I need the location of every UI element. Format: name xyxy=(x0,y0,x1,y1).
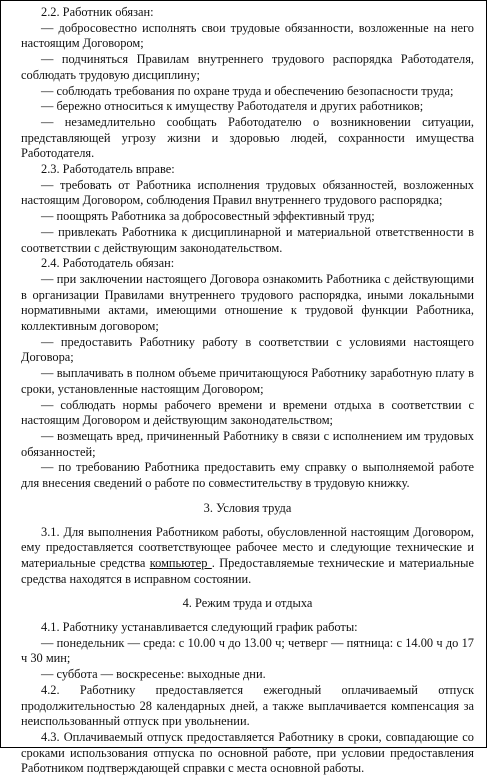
section-3-1-text-after: . Предоставляемые технические и материальные средства находятся в исправном состоянии. xyxy=(21,555,474,586)
section-2-4-item: — по требованию Работника предоставить ему справку о выполняемой работе для внесения сведений о работе по совместительству в трудовую книжку. xyxy=(21,460,474,491)
section-2-4-item: — предоставить Работнику работу в соответствии с условиями настоящего Договора; xyxy=(21,334,474,365)
section-2-3-item: — привлекать Работника к дисциплинарной и материальной ответственности в соответствии с действующим законодательством. xyxy=(21,224,474,255)
section-2-3-item: — требовать от Работника исполнения трудовых обязанностей, возложенных настоящим Договором, соблюдения Правил внутреннего трудового распорядка; xyxy=(21,177,474,208)
section-4-1-item: — суббота — воскресенье: выходные дни. xyxy=(41,667,266,682)
section-2-4-item: — соблюдать нормы рабочего времени и времени отдыха в соответствии с настоящим Договором и действующим законодательством; xyxy=(21,397,474,428)
section-4-3-paragraph: 4.3. Оплачиваемый отпуск предоставляется Работнику в сроки, совпадающие со сроками использования отпуска по основной работе, при условии предоставления Работником подтверждающей справки с места основной работы. xyxy=(21,729,474,776)
section-2-2-item: — соблюдать требования по охране труда и обеспечению безопасности труда; xyxy=(41,83,454,98)
section-4-2-paragraph: 4.2. Работнику предоставляется ежегодный оплачиваемый отпуск продолжительностью 28 календарных дней, а также выплачивается компенсация за неиспользованный отпуск при увольнении. xyxy=(21,682,474,729)
section-2-2-item: — незамедлительно сообщать Работодателю о возникновении ситуации, представляющей угрозу жизни и здоровью людей, сохранности имущества Работодателя. xyxy=(21,114,474,161)
section-2-4-item: — выплачивать в полном объеме причитающуюся Работнику заработную плату в сроки, установленные настоящим Договором; xyxy=(21,366,474,396)
section-2-2-title: 2.2. Работник обязан: xyxy=(41,5,154,19)
section-2-3-item: — поощрять Работника за добросовестный эффективный труд; xyxy=(41,209,375,224)
section-3-heading: 3. Условия труда xyxy=(203,500,292,515)
section-3-1-text-before: 3.1. Для выполнения Работником работы, обусловленной настоящим Договором, ему предоставляется соответствующее рабочее место и следующие технические и материальные средства xyxy=(21,524,474,570)
section-3-1-filled-field: компьютер xyxy=(149,555,212,570)
section-2-4-item: — при заключении настоящего Договора ознакомить Работника с действующими в организации Правилами внутреннего трудового распорядка, иными локальными нормативными актами, имеющими отношение к трудовой функции Работника, коллективным договором; xyxy=(21,271,474,334)
section-2-4-item: — возмещать вред, причиненный Работнику в связи с исполнением им трудовых обязанностей; xyxy=(21,428,474,459)
section-2-2-item: — подчиняться Правилам внутреннего трудового распорядка Работодателя, соблюдать трудовую дисциплину; xyxy=(21,52,474,82)
section-2-3-title: 2.3. Работодатель вправе: xyxy=(41,162,175,177)
section-3-1-paragraph xyxy=(21,525,474,588)
section-4-1-item: — понедельник — среда: с 10.00 ч до 13.00 ч; четверг — пятница: с 14.00 ч до 17 ч 30 мин; xyxy=(21,635,474,666)
section-4-heading: 4. Режим труда и отдыха xyxy=(182,596,313,611)
section-2-4-title: 2.4. Работодатель обязан: xyxy=(41,256,175,271)
section-2-2-item: — бережно относиться к имуществу Работодателя и других работников; xyxy=(41,99,424,114)
section-4-1-title: 4.1. Работнику устанавливается следующий график работы: xyxy=(41,620,358,635)
section-2-2-item: — добросовестно исполнять свои трудовые обязанности, возложенные на него настоящим Договором; xyxy=(21,20,474,51)
